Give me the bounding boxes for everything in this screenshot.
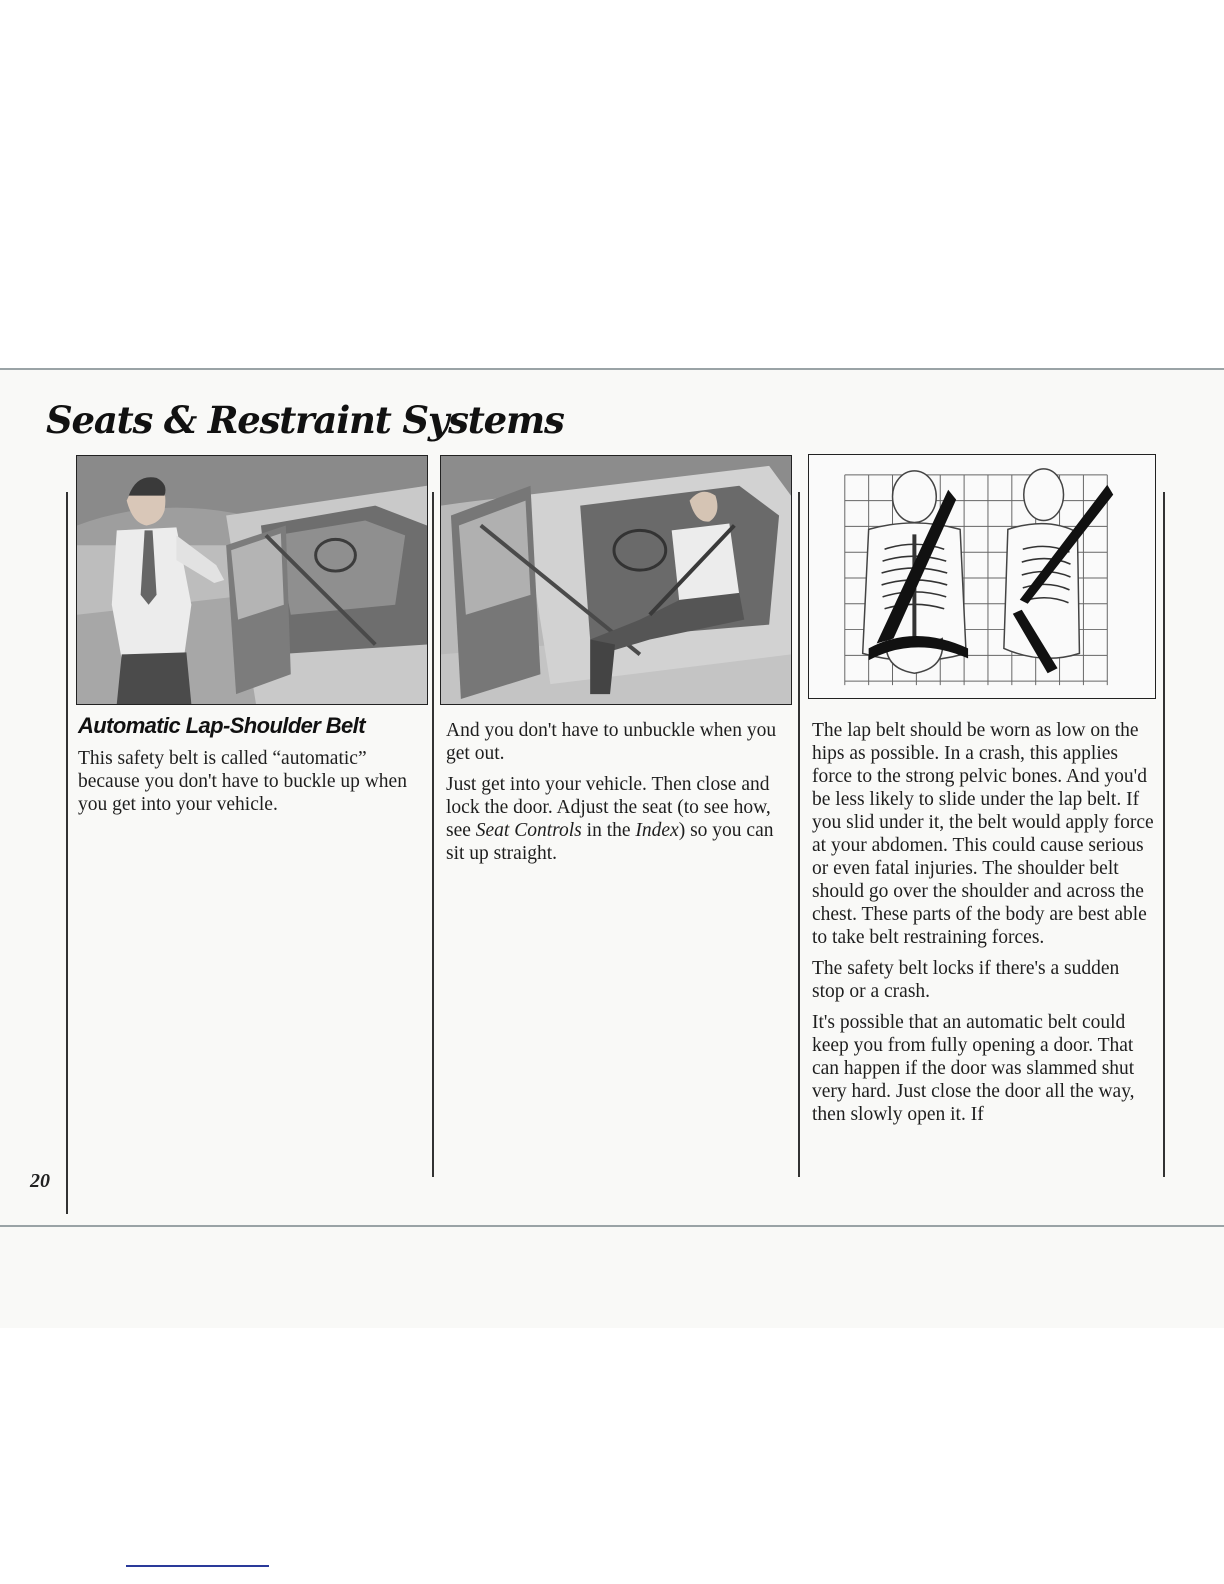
footer-link-underline <box>126 1565 269 1567</box>
paragraph-text: ) so you can sit up straight. <box>446 820 774 864</box>
illustration-man-opening-door <box>76 455 428 705</box>
column-1 <box>78 714 418 824</box>
reference-index: Index <box>635 820 679 841</box>
paragraph: The lap belt should be worn as low on the hips as possible. In a crash, this applies force to the strong pelvic bones. And you'd be less likely to slide under the lap belt. If you slid under it, the belt would apply force at your abdomen. This could cause serious or even fatal injuries. The shoulder belt should go over the shoulder and across the chest. These parts of the body are best able to take belt restraining forces. <box>812 720 1154 948</box>
column-2 <box>446 719 784 873</box>
illustration-man-seated-in-car <box>440 455 792 705</box>
paragraph-text: in the <box>581 820 636 841</box>
paragraph: And you don't have to unbuckle when you get out. <box>446 720 777 764</box>
bottom-rule <box>0 1225 1224 1227</box>
top-rule <box>0 368 1224 370</box>
paragraph: This safety belt is called “automatic” because you don't have to buckle up when you get into your vehicle. <box>78 748 407 815</box>
column-divider <box>1163 492 1165 1177</box>
paragraph-text: Just get into your vehicle. Then close and lock the door. Adjust the seat (to see how, see <box>446 774 771 841</box>
column-divider <box>432 492 434 1177</box>
column-divider <box>798 492 800 1177</box>
column-divider <box>66 492 68 1214</box>
page-number: 20 <box>30 1170 50 1192</box>
illustration-belt-position-skeleton <box>808 454 1156 699</box>
column-3 <box>812 719 1156 1134</box>
paragraph: It's possible that an automatic belt could keep you from fully opening a door. That can happen if the door was slammed shut very hard. Just close the door all the way, then slowly open it. If <box>812 1012 1135 1125</box>
paragraph: The safety belt locks if there's a sudden stop or a crash. <box>812 958 1120 1002</box>
reference-seat-controls: Seat Controls <box>475 820 582 841</box>
subheading-automatic-lap-shoulder-belt: Automatic Lap-Shoulder Belt <box>78 713 365 738</box>
section-title: Seats & Restraint Systems <box>46 398 564 442</box>
paragraph <box>446 773 784 865</box>
